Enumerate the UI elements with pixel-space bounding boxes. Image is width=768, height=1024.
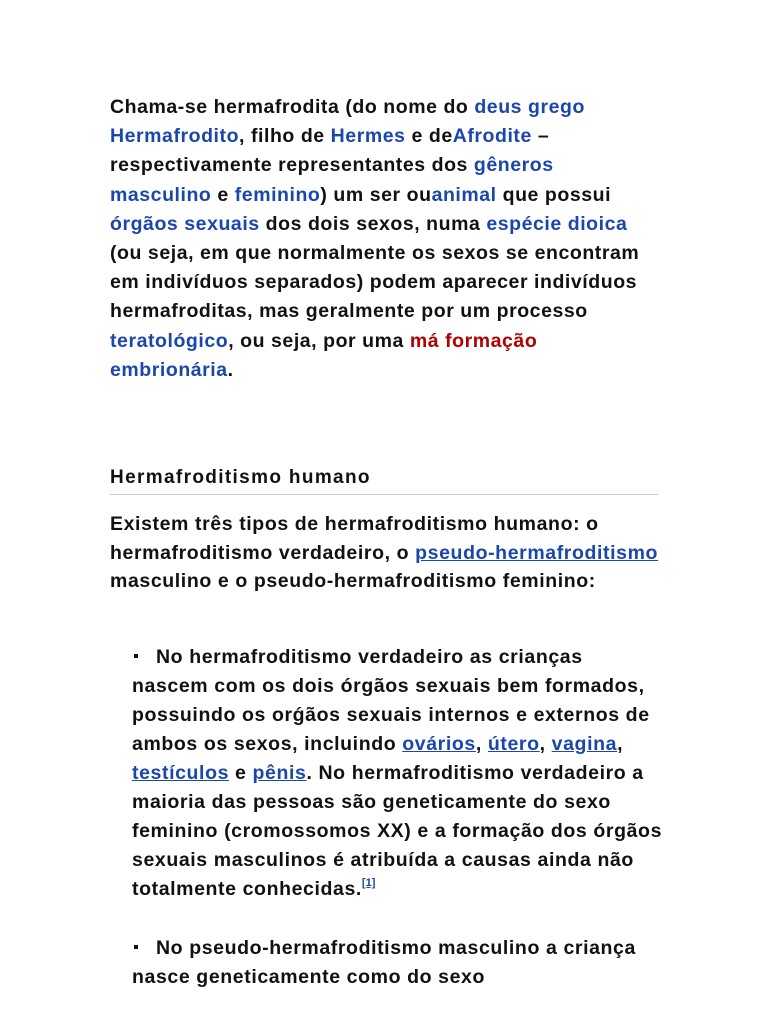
link-deus-grego[interactable]: deus grego <box>474 96 585 118</box>
list-item <box>132 934 662 992</box>
link-vagina[interactable]: vagina <box>551 733 618 755</box>
link-masculino[interactable]: masculino <box>110 183 212 206</box>
link-orgaos-sexuais[interactable]: órgãos sexuais <box>110 212 260 235</box>
intro-text: que possui <box>496 183 612 206</box>
intro-text: , filho de <box>239 125 331 148</box>
intro-text: ) um ser ou <box>320 183 432 206</box>
link-penis[interactable]: pênis <box>252 762 307 784</box>
link-pseudo-hermafroditismo[interactable]: pseudo-hermafroditismo <box>415 541 659 564</box>
intro-text: Chama-se <box>110 96 214 118</box>
link-hermes[interactable]: Hermes <box>330 125 406 148</box>
term-hermafrodita: hermafrodita <box>213 96 340 118</box>
link-utero[interactable]: útero <box>487 733 540 755</box>
link-feminino[interactable]: feminino <box>234 183 321 206</box>
link-animal[interactable]: animal <box>431 183 497 206</box>
section-heading: Hermafroditismo humano <box>110 467 658 495</box>
link-dioica[interactable]: dioica <box>567 212 628 235</box>
link-ovarios[interactable]: ovários <box>402 733 476 755</box>
link-teratologico[interactable]: teratológico <box>110 329 229 352</box>
intro-paragraph: Chama-se hermafrodita (do nome do deus grego Hermafrodito, filho de Hermes e deAfrodite – respectivamente representantes dos gêneros masculino e feminino) um ser ouanimal que possui órgãos sexuais dos dois sexos, numa espécie dioica (ou seja, em que normalmente os sexos se encontram em indivíduos separados) podem aparecer indivíduos hermafroditas, mas geralmente por um processo teratológico, ou seja, por uma má formação embrionária. <box>110 96 640 381</box>
footnote-ref <box>362 877 375 889</box>
list-item-text: . No hermafroditismo verdadeiro a maioria das pessoas são geneticamente do sexo feminino (cromossomos XX) e a formação dos órgãos sexuais masculinos é atribuída a causas ainda não totalmente conhecidas. <box>132 762 663 900</box>
list-item-text: No hermafroditismo verdadeiro as crianças nascem com os dois órgãos sexuais bem formados, possuindo os orǵãos sexuais internos e externos de ambos os sexos, incluindo <box>132 646 650 755</box>
paragraph-text: Existem três tipos de hermafroditismo humano: o hermafroditismo verdadeiro, o <box>110 513 599 564</box>
link-especie[interactable]: espécie <box>486 212 562 235</box>
paragraph-text: masculino e o pseudo-hermafroditismo feminino: <box>110 570 596 592</box>
bullet-icon <box>134 654 138 658</box>
intro-text: – respectivamente representantes dos <box>110 125 550 177</box>
link-afrodite[interactable]: Afrodite <box>452 125 532 148</box>
intro-text: e <box>211 183 235 206</box>
intro-text: (do nome do <box>339 96 475 118</box>
bullet-icon <box>134 945 138 949</box>
intro-text: , ou seja, por uma <box>228 329 410 352</box>
types-paragraph <box>110 510 670 596</box>
link-embrionaria[interactable]: embrionária <box>110 358 228 381</box>
link-ma-formacao[interactable]: má formação <box>409 329 538 352</box>
intro-text: dos dois sexos, numa <box>259 212 487 235</box>
intro-text: (ou seja, em que normalmente os sexos se encontram em indivíduos separados) podem aparecer indivíduos hermafroditas, mas geralmente por um processo <box>110 242 640 323</box>
link-generos[interactable]: gêneros <box>473 154 554 177</box>
footnote-link-1[interactable]: [1] <box>361 877 376 889</box>
link-testiculos[interactable]: testículos <box>132 762 230 784</box>
intro-text: e de <box>405 125 453 148</box>
list-item-text: No pseudo-hermafroditismo masculino a criança nasce geneticamente como do sexo <box>132 937 636 988</box>
link-hermafrodito[interactable]: Hermafrodito <box>110 125 240 148</box>
list-item: No hermafroditismo verdadeiro as crianças nascem com os dois órgãos sexuais bem formados, possuindo os orǵãos sexuais internos e externos de ambos os sexos, incluindo ovários, útero, vagina, testículos e pênis. No hermafroditismo verdadeiro a maioria das pessoas são geneticamente do sexo feminino (cromossomos XX) e a formação dos órgãos sexuais masculinos é atribuída a causas ainda não totalmente conhecidas.[1] <box>132 646 663 900</box>
